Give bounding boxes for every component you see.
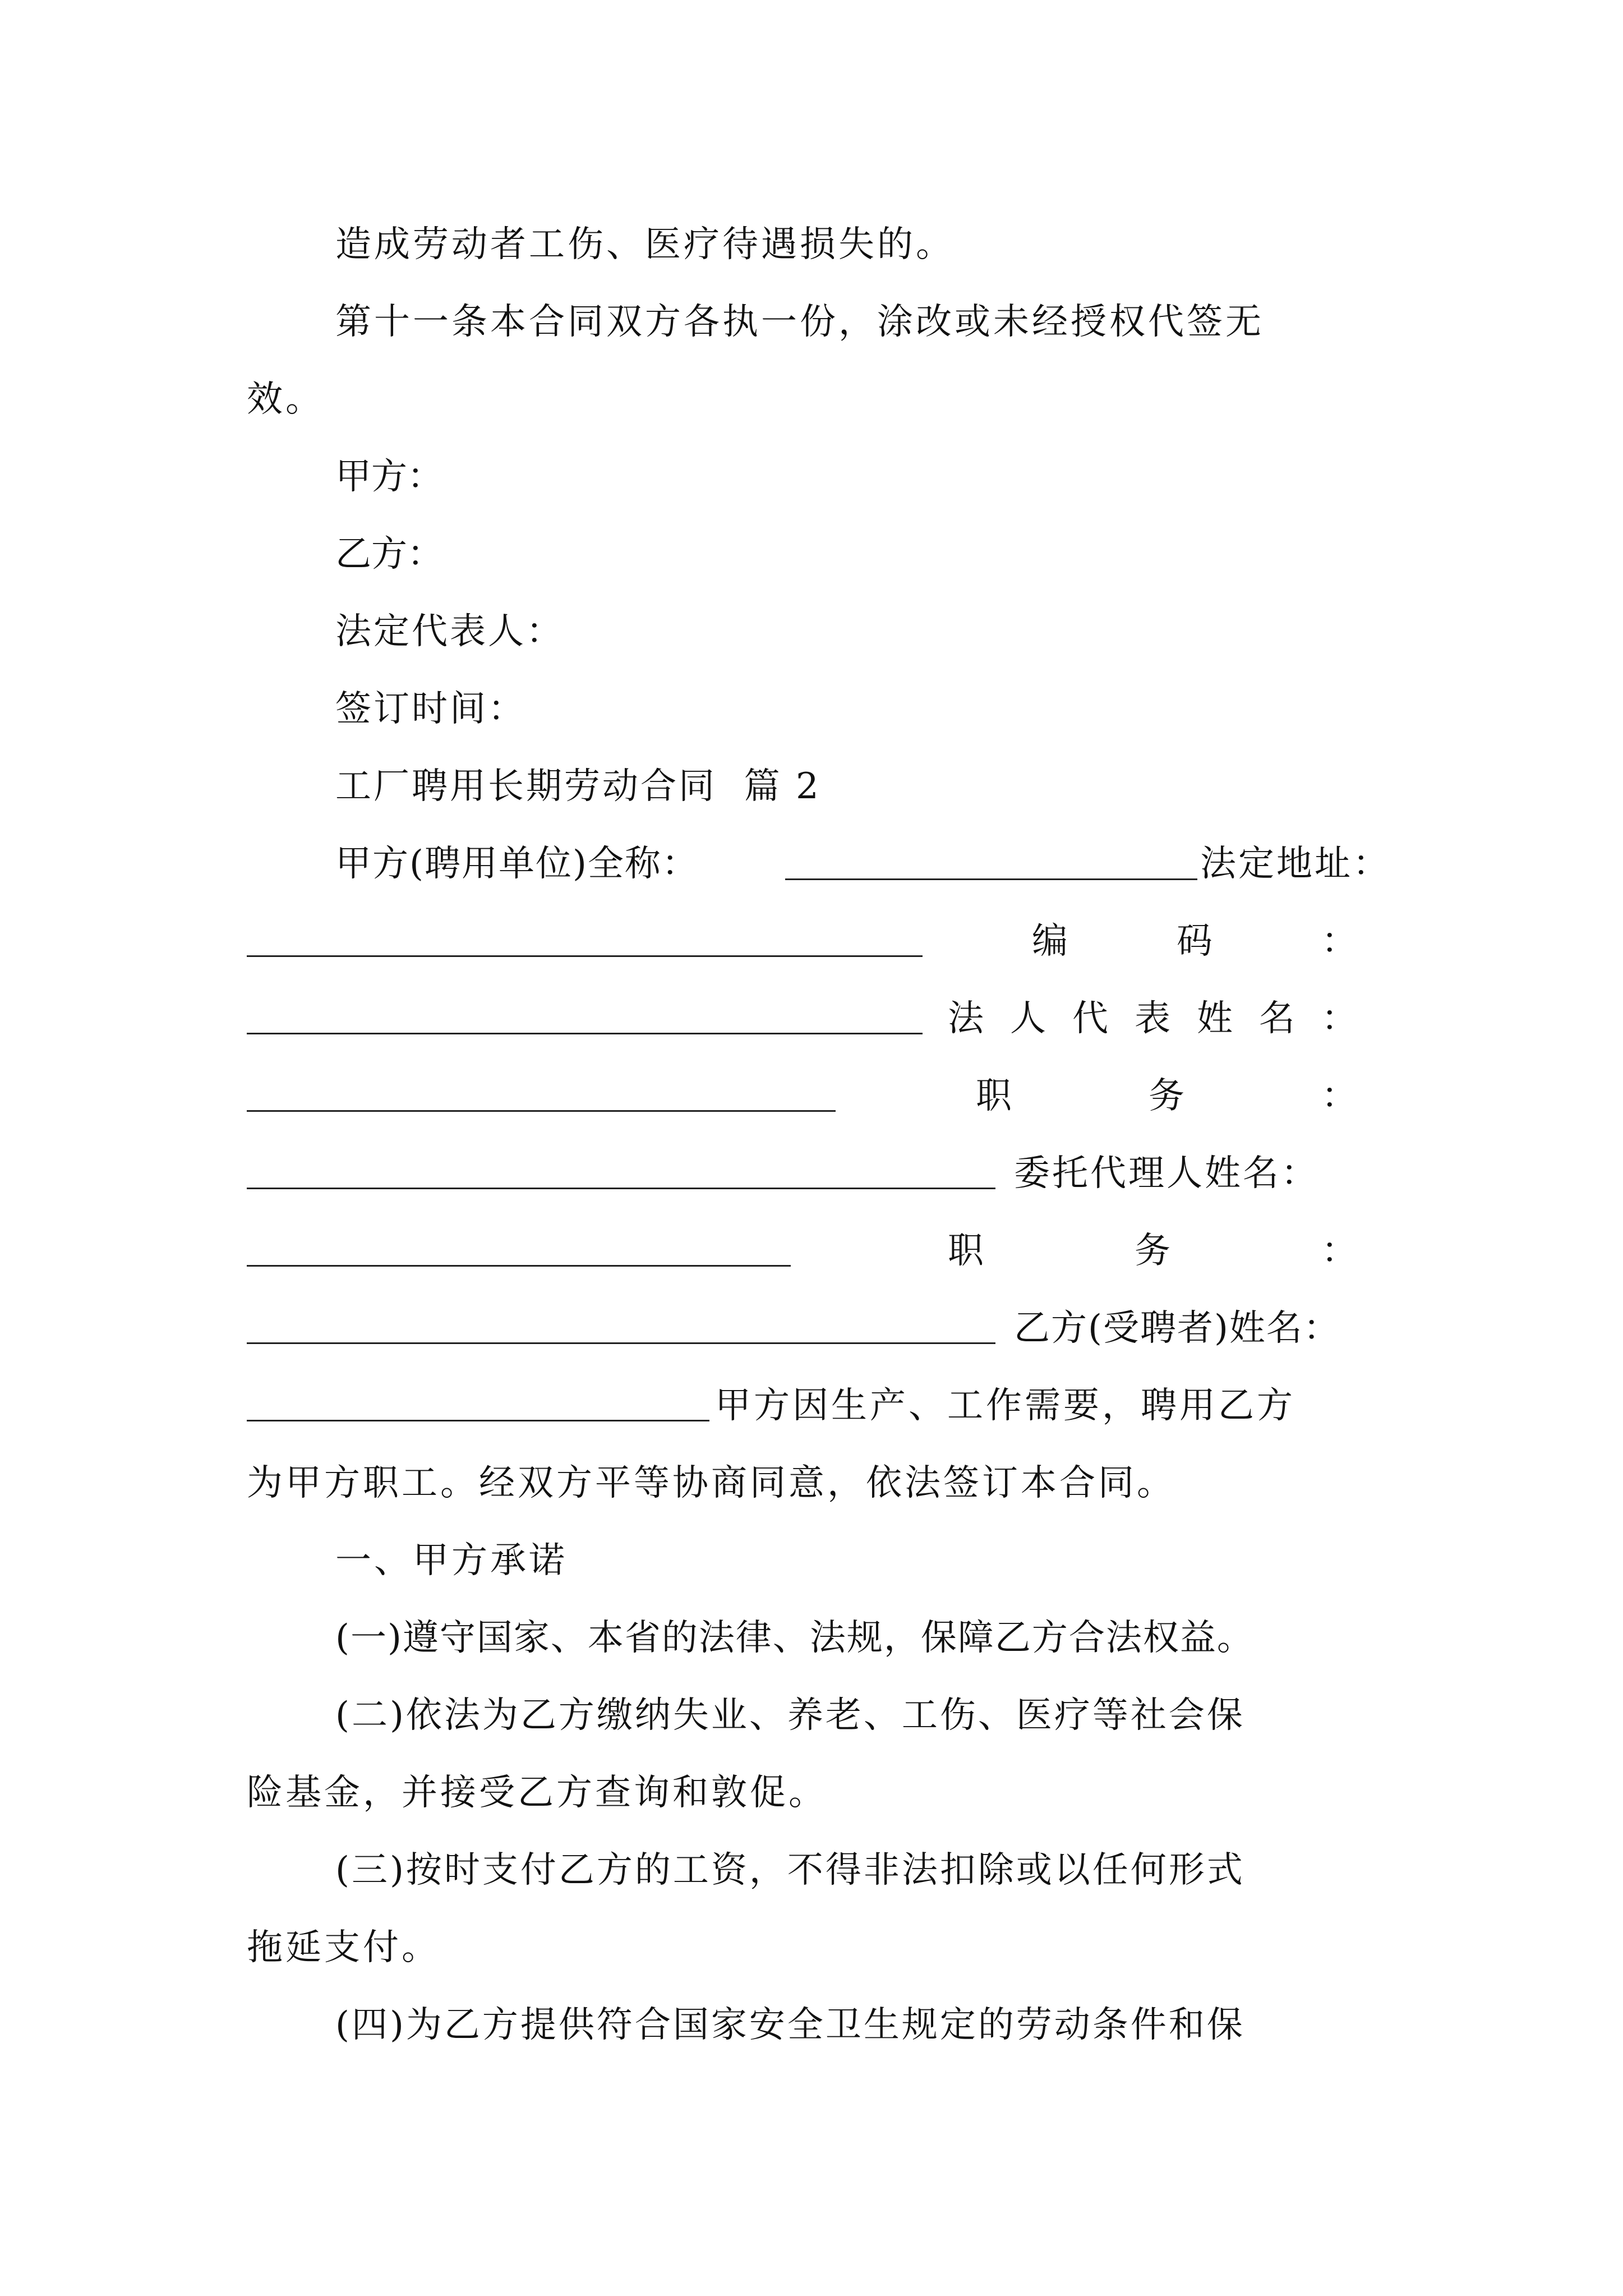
position-label-char: 务 bbox=[1149, 1075, 1184, 1117]
code-label-char: ： bbox=[1321, 921, 1357, 962]
position-label-2 bbox=[948, 1230, 1357, 1272]
contract-heading: 工厂聘用长期劳动合同 篇 2 bbox=[335, 766, 821, 807]
position-label-char: ： bbox=[1321, 1230, 1357, 1272]
b-name-blank[interactable] bbox=[247, 1420, 709, 1421]
legal-address-blank[interactable] bbox=[247, 955, 923, 957]
legal-rep-name-label bbox=[948, 998, 1357, 1039]
commitment-item-2-line-2: 险基金，并接受乙方查询和敦促。 bbox=[247, 1772, 827, 1814]
paragraph-injury-loss: 造成劳动者工伤、医疗待遇损失的。 bbox=[335, 224, 955, 265]
position-label-char: 职 bbox=[948, 1230, 984, 1272]
legal-address-label: 法定地址： bbox=[1200, 843, 1391, 885]
commitment-item-4-line-1: (四)为乙方提供符合国家安全卫生规定的劳动条件和保 bbox=[335, 2004, 1245, 2046]
code-label bbox=[1032, 921, 1357, 962]
code-label-char: 编 bbox=[1032, 921, 1068, 962]
code-blank[interactable] bbox=[247, 1033, 923, 1034]
legal-rep-name-char: 法 bbox=[948, 998, 984, 1039]
section-heading-a-commitments: 一、甲方承诺 bbox=[335, 1540, 568, 1581]
a-fullname-blank[interactable] bbox=[785, 878, 1197, 880]
commitment-item-3-line-1: (三)按时支付乙方的工资，不得非法扣除或以任何形式 bbox=[335, 1849, 1245, 1891]
hire-paragraph-line-2: 为甲方职工。经双方平等协商同意，依法签订本合同。 bbox=[247, 1462, 1175, 1504]
party-b-label: 乙方： bbox=[335, 533, 443, 575]
agent-name-blank[interactable] bbox=[247, 1265, 791, 1267]
commitment-item-1: (一)遵守国家、本省的法律、法规，保障乙方合法权益。 bbox=[335, 1617, 1254, 1659]
legal-rep-name-char: 名 bbox=[1259, 998, 1295, 1039]
article-11-line-1: 第十一条本合同双方各执一份，涂改或未经授权代签无 bbox=[335, 301, 1264, 343]
agent-name-label: 委托代理人姓名： bbox=[1014, 1153, 1319, 1194]
position-label-1 bbox=[976, 1075, 1357, 1117]
commitment-item-2-line-1: (二)依法为乙方缴纳失业、养老、工伤、医疗等社会保 bbox=[335, 1695, 1245, 1736]
legal-rep-name-char: 姓 bbox=[1197, 998, 1233, 1039]
legal-rep-label: 法定代表人： bbox=[335, 611, 564, 652]
party-a-label: 甲方： bbox=[335, 456, 443, 498]
b-name-label: 乙方(受聘者)姓名： bbox=[1014, 1308, 1340, 1349]
a-fullname-label: 甲方(聘用单位)全称： bbox=[335, 843, 699, 885]
position-blank-2[interactable] bbox=[247, 1342, 995, 1344]
legal-rep-name-char: 人 bbox=[1010, 998, 1046, 1039]
sign-time-label: 签订时间： bbox=[335, 688, 526, 730]
position-label-char: 务 bbox=[1135, 1230, 1170, 1272]
position-blank-1[interactable] bbox=[247, 1188, 995, 1189]
commitment-item-3-line-2: 拖延支付。 bbox=[247, 1927, 440, 1968]
legal-rep-name-blank[interactable] bbox=[247, 1110, 836, 1112]
position-label-char: ： bbox=[1321, 1075, 1357, 1117]
code-label-char: 码 bbox=[1177, 921, 1212, 962]
position-label-char: 职 bbox=[976, 1075, 1012, 1117]
article-11-line-2: 效。 bbox=[247, 379, 324, 420]
legal-rep-name-char: 表 bbox=[1135, 998, 1170, 1039]
legal-rep-name-char: ： bbox=[1321, 998, 1357, 1039]
hire-paragraph-line-1: 甲方因生产、工作需要，聘用乙方 bbox=[715, 1385, 1295, 1427]
legal-rep-name-char: 代 bbox=[1072, 998, 1108, 1039]
